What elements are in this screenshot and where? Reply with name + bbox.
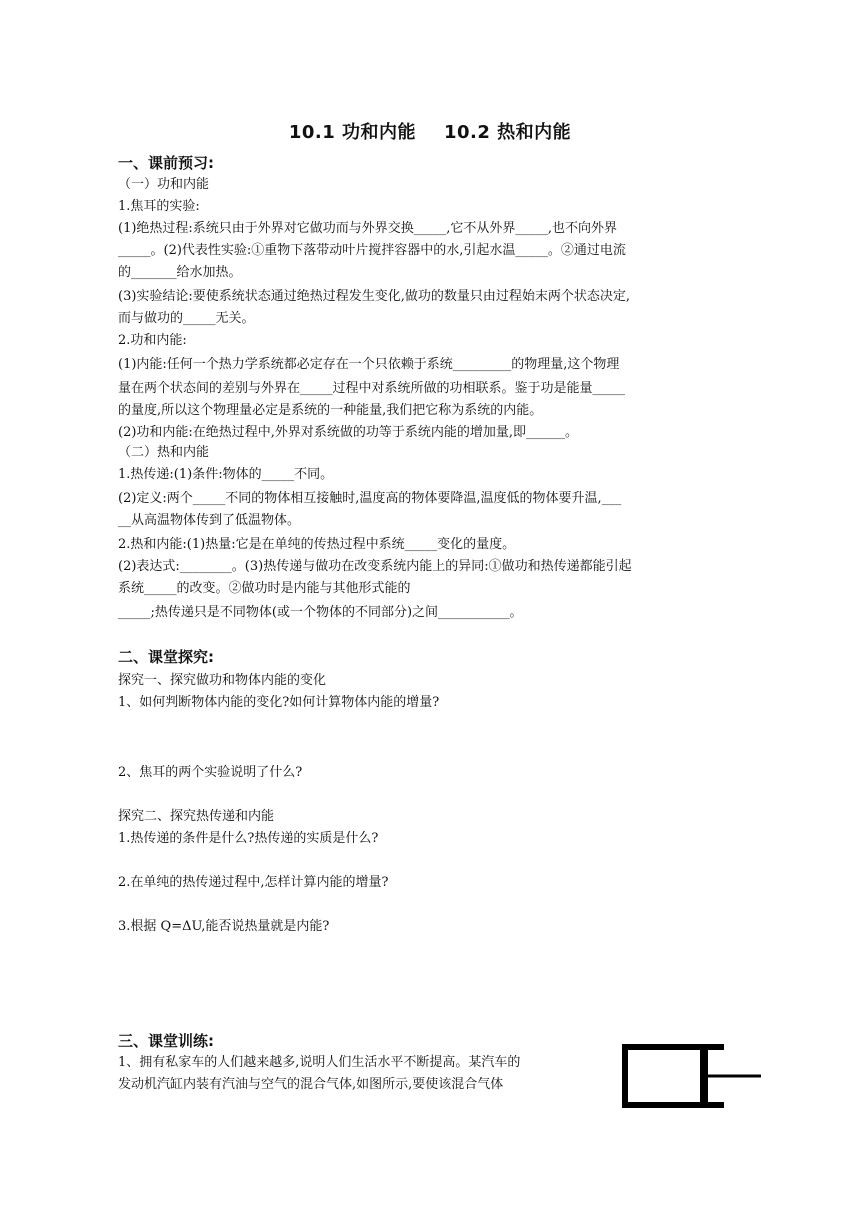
text-line: 1.热传递:(1)条件:物体的_____不同。 (118, 467, 334, 482)
text-line: _____。(2)代表性实验:①重物下落带动叶片搅拌容器中的水,引起水温_____。②通过电流 (118, 243, 626, 258)
explore-question: 2、焦耳的两个实验说明了什么? (118, 765, 303, 780)
text-line: 2.功和内能: (118, 333, 187, 348)
page-title (0, 118, 860, 144)
cylinder-piston-diagram (620, 1044, 765, 1110)
text-line: （一）功和内能 (118, 177, 210, 192)
explore-question: 1.热传递的条件是什么?热传递的实质是什么? (118, 831, 379, 846)
text-line: (1)绝热过程:系统只由于外界对它做功而与外界交换_____,它不从外界_____,也不向外界 (118, 221, 618, 236)
text-line: 2.热和内能:(1)热量:它是在单纯的传热过程中系统_____变化的量度。 (118, 537, 516, 552)
section-heading-explore: 二、课堂探究: (118, 648, 214, 666)
text-line: __从高温物体传到了低温物体。 (118, 513, 301, 528)
text-line: 系统_____的改变。②做功时是内能与其他形式能的 (118, 581, 411, 596)
title-part-1: 10.1 功和内能 (288, 122, 416, 143)
section-heading-preview: 一、课前预习: (118, 154, 214, 172)
section-heading-training: 三、课堂训练: (118, 1032, 214, 1050)
text-line: 而与做功的_____无关。 (118, 311, 255, 326)
text-line: （二）热和内能 (118, 445, 210, 460)
piston (700, 1047, 708, 1105)
text-line: 量在两个状态间的差别与外界在_____过程中对系统所做的功相联系。鉴于功是能量_____ (118, 381, 626, 396)
explore-question: 1、如何判断物体内能的变化?如何计算物体内能的增量? (118, 695, 440, 710)
text-line: _____;热传递只是不同物体(或一个物体的不同部分)之间___________。 (118, 605, 523, 620)
text-line: 的_______给水加热。 (118, 265, 242, 280)
explore-line: 探究二、探究热传递和内能 (118, 809, 275, 824)
text-line: (2)表达式:________。(3)热传递与做功在改变系统内能上的异同:①做功和热传递都能引起 (118, 559, 632, 574)
training-line: 1、拥有私家车的人们越来越多,说明人们生活水平不断提高。某汽车的 (118, 1055, 521, 1070)
text-line: (3)实验结论:要使系统状态通过绝热过程发生变化,做功的数量只由过程始末两个状态决定, (118, 289, 631, 304)
text-line: (2)功和内能:在绝热过程中,外界对系统做的功等于系统内能的增加量,即______。 (118, 425, 579, 440)
text-line: (2)定义:两个_____不同的物体相互接触时,温度高的物体要降温,温度低的物体要升温,___ (118, 491, 622, 506)
text-line: 的量度,所以这个物理量必定是系统的一种能量,我们把它称为系统的内能。 (118, 403, 543, 418)
explore-line: 探究一、探究做功和物体内能的变化 (118, 673, 327, 688)
title-part-2: 10.2 热和内能 (444, 122, 572, 143)
training-line: 发动机汽缸内装有汽油与空气的混合气体,如图所示,要使该混合气体 (118, 1077, 504, 1092)
explore-question: 2.在单纯的热传递过程中,怎样计算内能的增量? (118, 875, 389, 890)
explore-question: 3.根据 Q=ΔU,能否说热量就是内能? (118, 919, 330, 934)
text-line: (1)内能:任何一个热力学系统都必定存在一个只依赖于系统_________的物理量,这个物理 (118, 357, 620, 372)
text-line: 1.焦耳的实验: (118, 199, 200, 214)
